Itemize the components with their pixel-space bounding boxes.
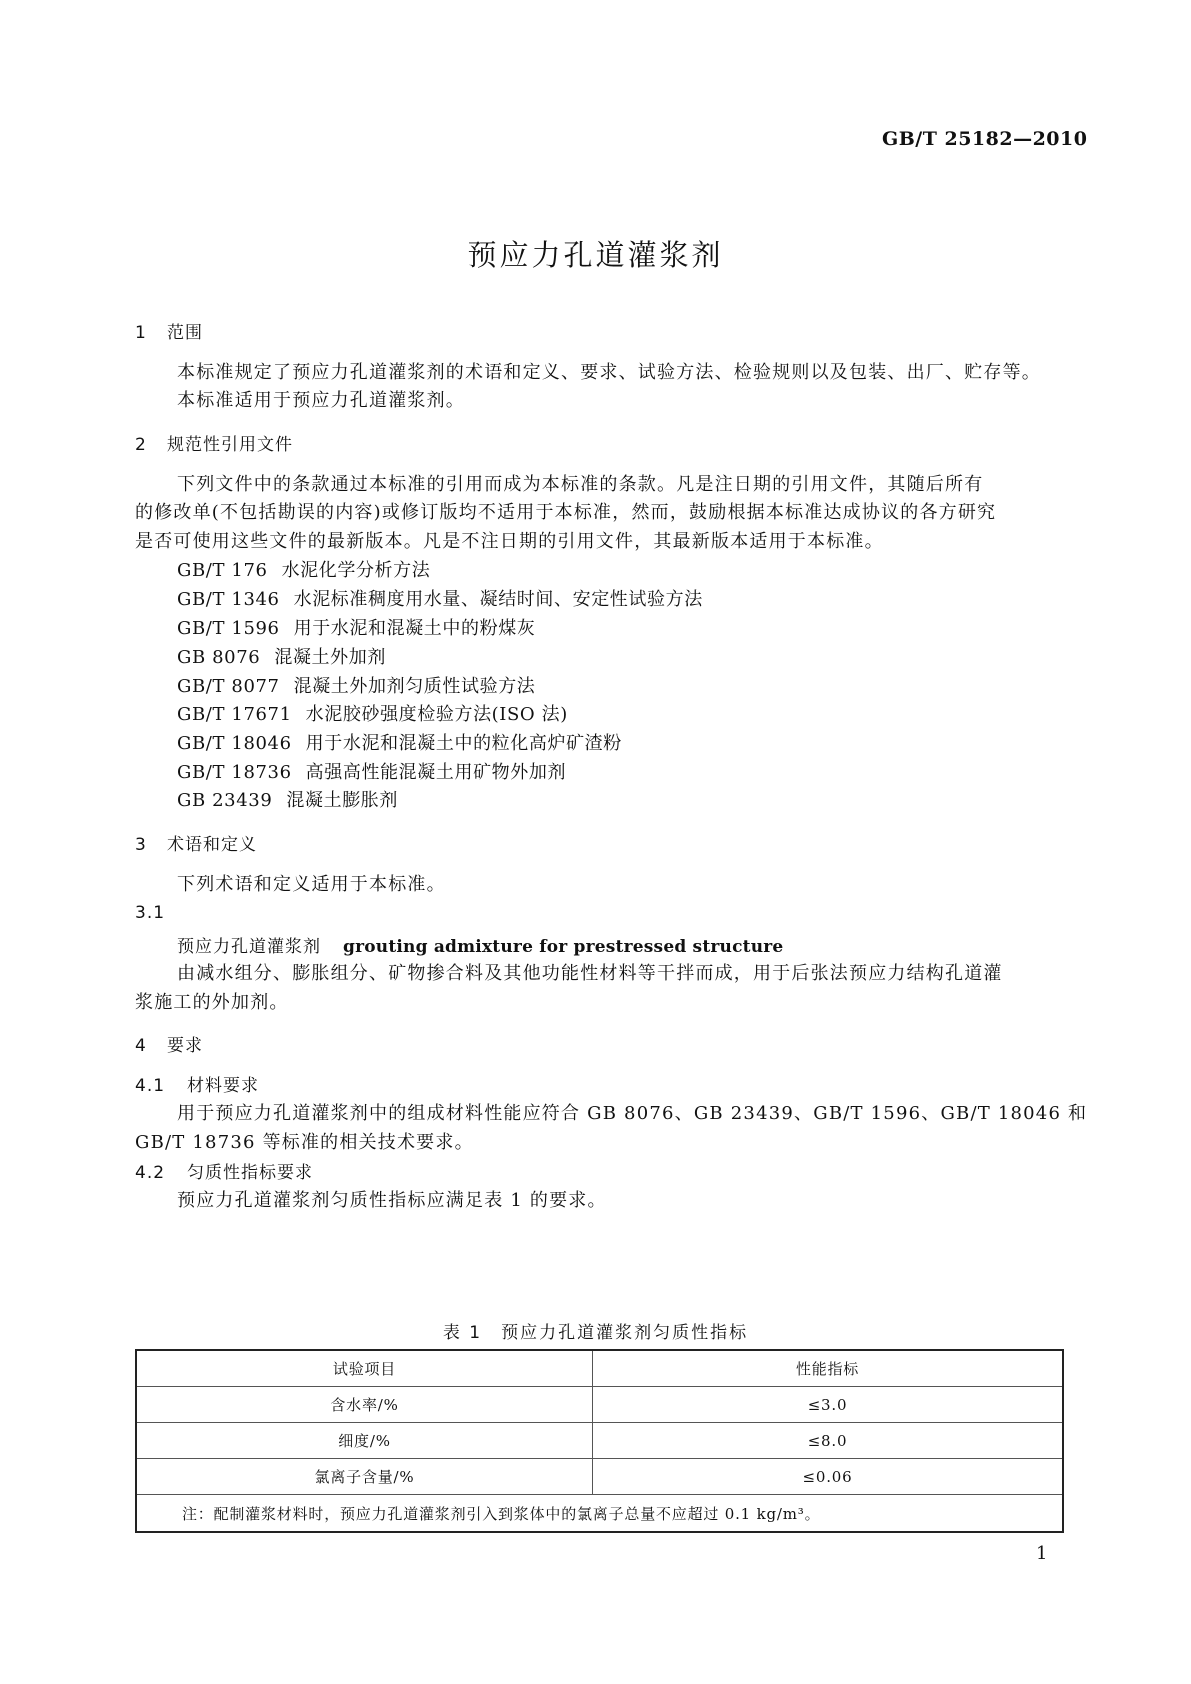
term-definition-line-2: 浆施工的外加剂。 — [135, 992, 289, 1013]
reference-code: GB 8076 — [177, 647, 261, 668]
table-note: 注：配制灌浆材料时，预应力孔道灌浆剂引入到浆体中的氯离子总量不应超过 0.1 kg/m³。 — [136, 1495, 1063, 1533]
section-title: 规范性引用文件 — [167, 435, 293, 455]
reference-title: 混凝土外加剂 — [274, 647, 386, 668]
term-entry — [177, 932, 783, 957]
section-number: 2 — [135, 435, 147, 455]
section-1-paragraph-2: 本标准适用于预应力孔道灌浆剂。 — [177, 390, 465, 411]
reference-title: 高强高性能混凝土用矿物外加剂 — [305, 762, 567, 783]
section-2-intro-line-1: 下列文件中的条款通过本标准的引用而成为本标准的条款。凡是注日期的引用文件，其随后所有 — [177, 474, 984, 495]
reference-title: 混凝土膨胀剂 — [286, 790, 398, 811]
reference-title: 水泥标准稠度用水量、凝结时间、安定性试验方法 — [293, 589, 703, 610]
clause-4-2-heading — [135, 1158, 313, 1183]
reference-item — [177, 672, 535, 698]
clause-title: 材料要求 — [187, 1076, 259, 1096]
reference-title: 水泥化学分析方法 — [281, 560, 431, 581]
reference-item — [177, 614, 535, 640]
reference-item — [177, 786, 398, 812]
document-title: 预应力孔道灌浆剂 — [467, 238, 724, 272]
reference-title: 用于水泥和混凝土中的粉煤灰 — [293, 618, 536, 639]
clause-number: 4.1 — [135, 1076, 166, 1096]
section-2-heading — [135, 430, 293, 455]
table-cell: 氯离子含量/% — [136, 1459, 593, 1495]
clause-4-1-heading — [135, 1071, 259, 1096]
reference-code: GB/T 18046 — [177, 733, 292, 754]
reference-title: 用于水泥和混凝土中的粒化高炉矿渣粉 — [305, 733, 622, 754]
reference-code: GB/T 1346 — [177, 589, 280, 610]
clause-number: 4.2 — [135, 1163, 166, 1183]
section-title: 术语和定义 — [167, 835, 257, 855]
table-row — [136, 1423, 1063, 1459]
table-cell: ≤8.0 — [593, 1423, 1064, 1459]
table-header-row — [136, 1350, 1063, 1387]
section-number: 1 — [135, 323, 147, 343]
term-english: grouting admixture for prestressed structure — [343, 937, 784, 957]
reference-code: GB/T 176 — [177, 560, 268, 581]
reference-code: GB/T 1596 — [177, 618, 280, 639]
section-2-intro-line-3: 是否可使用这些文件的最新版本。凡是不注日期的引用文件，其最新版本适用于本标准。 — [135, 531, 884, 552]
section-3-intro: 下列术语和定义适用于本标准。 — [177, 874, 446, 895]
section-number: 4 — [135, 1036, 147, 1056]
clause-title: 匀质性指标要求 — [187, 1163, 313, 1183]
clause-4-1-line-1: 用于预应力孔道灌浆剂中的组成材料性能应符合 GB 8076、GB 23439、GB/T 1596、GB/T 18046 和 — [177, 1103, 1088, 1124]
section-number: 3 — [135, 835, 147, 855]
table-cell: 含水率/% — [136, 1387, 593, 1423]
table-note-row — [136, 1495, 1063, 1533]
homogeneity-index-table — [135, 1349, 1064, 1533]
column-header: 性能指标 — [593, 1350, 1064, 1387]
reference-code: GB/T 18736 — [177, 762, 292, 783]
reference-code: GB 23439 — [177, 790, 273, 811]
table-row — [136, 1459, 1063, 1495]
reference-code: GB/T 17671 — [177, 704, 292, 725]
section-title: 范围 — [167, 323, 203, 343]
clause-4-1-line-2: GB/T 18736 等标准的相关技术要求。 — [135, 1132, 474, 1153]
reference-item — [177, 643, 386, 669]
clause-4-2-text: 预应力孔道灌浆剂匀质性指标应满足表 1 的要求。 — [177, 1190, 607, 1211]
term-definition-line-1: 由减水组分、膨胀组分、矿物掺合料及其他功能性材料等干拌而成，用于后张法预应力结构孔道灌 — [177, 963, 1003, 984]
reference-item — [177, 729, 622, 755]
table-caption: 表 1 预应力孔道灌浆剂匀质性指标 — [442, 1323, 749, 1343]
section-4-heading — [135, 1031, 203, 1056]
table-cell: ≤3.0 — [593, 1387, 1064, 1423]
column-header: 试验项目 — [136, 1350, 593, 1387]
reference-code: GB/T 8077 — [177, 676, 280, 697]
reference-item — [177, 556, 430, 582]
table-row — [136, 1387, 1063, 1423]
section-3-heading — [135, 830, 257, 855]
table-cell: ≤0.06 — [593, 1459, 1064, 1495]
section-2-intro-line-2: 的修改单(不包括勘误的内容)或修订版均不适用于本标准，然而，鼓励根据本标准达成协议的各方研究 — [135, 502, 997, 523]
term-chinese: 预应力孔道灌浆剂 — [177, 937, 321, 957]
reference-item — [177, 700, 568, 726]
reference-title: 混凝土外加剂匀质性试验方法 — [293, 676, 536, 697]
clause-3-1-number: 3.1 — [135, 903, 166, 923]
page-number: 1 — [1036, 1543, 1048, 1564]
reference-item — [177, 585, 703, 611]
table-cell: 细度/% — [136, 1423, 593, 1459]
reference-title: 水泥胶砂强度检验方法(ISO 法) — [305, 704, 568, 725]
section-1-paragraph-1: 本标准规定了预应力孔道灌浆剂的术语和定义、要求、试验方法、检验规则以及包装、出厂、贮存等。 — [177, 362, 1041, 383]
section-title: 要求 — [167, 1036, 203, 1056]
section-1-heading — [135, 318, 203, 343]
standard-code: GB/T 25182—2010 — [882, 128, 1088, 150]
reference-item — [177, 758, 566, 784]
